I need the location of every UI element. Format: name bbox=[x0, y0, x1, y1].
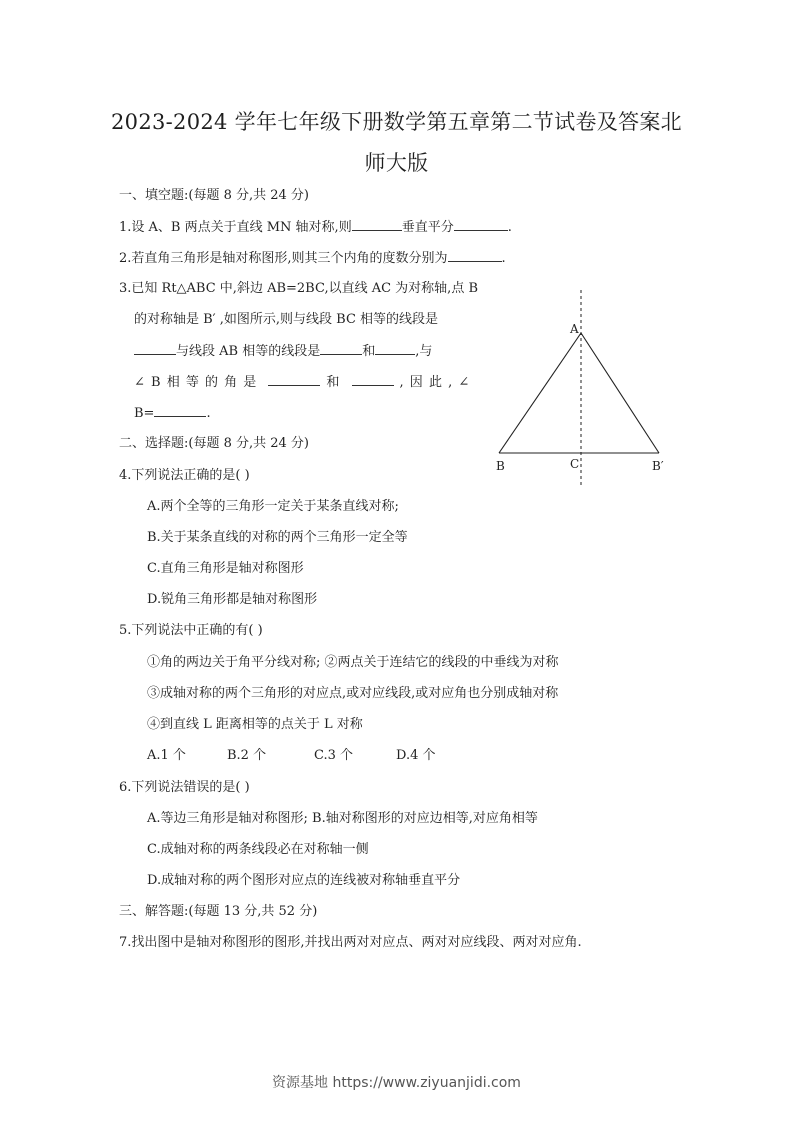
label-a: A bbox=[570, 322, 579, 336]
q4-option-a: A.两个全等的三角形一定关于某条直线对称; bbox=[147, 499, 399, 514]
label-b: B bbox=[496, 459, 505, 473]
q4-option-d: D.锐角三角形都是轴对称图形 bbox=[147, 592, 318, 607]
q1-text-c: . bbox=[507, 220, 512, 235]
q6-option-d: D.成轴对称的两个图形对应点的连线被对称轴垂直平分 bbox=[147, 873, 461, 888]
q1-text-a: 1.设 A、B 两点关于直线 MN 轴对称,则 bbox=[119, 220, 352, 235]
q5-statement-1-2: ①角的两边关于角平分线对称; ②两点关于连结它的线段的中垂线为对称 bbox=[147, 655, 559, 670]
question-3-line3 bbox=[134, 342, 432, 361]
label-b-prime: B′ bbox=[652, 459, 664, 473]
document-title-line2: 师大版 bbox=[364, 151, 429, 175]
segment-ab-prime bbox=[581, 333, 659, 453]
q2-text-b: . bbox=[501, 251, 506, 266]
q5-options bbox=[147, 747, 436, 765]
segment-ab bbox=[499, 333, 581, 453]
question-2 bbox=[119, 249, 506, 268]
q5-option-c: C.3 个 bbox=[314, 748, 354, 763]
q1-blank-2 bbox=[454, 218, 508, 231]
q5-option-a: A.1 个 bbox=[147, 748, 186, 763]
q3-text-b-eq: B= bbox=[134, 406, 155, 421]
q3-blank-angle-1 bbox=[268, 373, 320, 386]
q3-blank-bc bbox=[134, 342, 176, 355]
q5-statement-4: ④到直线 L 距离相等的点关于 L 对称 bbox=[147, 717, 363, 732]
q3-blank-angle-2 bbox=[352, 373, 394, 386]
q1-blank-1 bbox=[352, 218, 402, 231]
q4-option-b: B.关于某条直线的对称的两个三角形一定全等 bbox=[147, 530, 408, 545]
q5-option-d: D.4 个 bbox=[396, 748, 436, 763]
section3-heading: 三、解答题:(每题 13 分,共 52 分) bbox=[119, 904, 318, 919]
q2-blank bbox=[448, 249, 502, 262]
question-7: 7.找出图中是轴对称图形的图形,并找出两对对应点、两对对应线段、两对对应角. bbox=[119, 935, 582, 950]
document-title-line1: 2023-2024 学年七年级下册数学第五章第二节试卷及答案北 bbox=[111, 110, 682, 134]
q2-text-a: 2.若直角三角形是轴对称图形,则其三个内角的度数分别为 bbox=[119, 251, 448, 266]
question-4-stem: 4.下列说法正确的是( ) bbox=[119, 468, 250, 483]
question-6-stem: 6.下列说法错误的是( ) bbox=[119, 780, 250, 795]
question-3-line2: 的对称轴是 B′ ,如图所示,则与线段 BC 相等的线段是 bbox=[134, 312, 439, 327]
watermark-footer: 资源基地 https://www.ziyuanjidi.com bbox=[272, 1075, 521, 1091]
q3-text-period: . bbox=[206, 406, 211, 421]
q5-option-b: B.2 个 bbox=[227, 748, 267, 763]
q3-text-therefore: , 因 此 , ∠ bbox=[399, 375, 470, 390]
question-3-line1: 3.已知 Rt△ABC 中,斜边 AB=2BC,以直线 AC 为对称轴,点 B bbox=[119, 281, 479, 296]
label-c: C bbox=[570, 457, 580, 471]
q3-text-and2: 和 bbox=[326, 375, 340, 390]
q3-text-angle: ∠ B 相 等 的 角 是 bbox=[134, 375, 257, 390]
q3-text-and1: 和 bbox=[362, 344, 376, 359]
triangle-figure bbox=[480, 285, 680, 495]
q4-option-c: C.直角三角形是轴对称图形 bbox=[147, 561, 304, 576]
q6-option-a-b: A.等边三角形是轴对称图形; B.轴对称图形的对应边相等,对应角相等 bbox=[147, 811, 538, 826]
q5-statement-3: ③成轴对称的两个三角形的对应点,或对应线段,或对应角也分别成轴对称 bbox=[147, 686, 559, 701]
q3-blank-b-value bbox=[154, 404, 206, 417]
q6-option-c: C.成轴对称的两条线段必在对称轴一侧 bbox=[147, 842, 369, 857]
q3-blank-ab-2 bbox=[375, 342, 415, 355]
question-3-line5 bbox=[134, 404, 211, 423]
section1-heading: 一、填空题:(每题 8 分,共 24 分) bbox=[119, 188, 309, 203]
q3-text-with: ,与 bbox=[415, 344, 433, 359]
question-1 bbox=[119, 218, 512, 237]
question-3-line4 bbox=[134, 373, 469, 392]
section2-heading: 二、选择题:(每题 8 分,共 24 分) bbox=[119, 436, 309, 451]
q3-blank-ab-1 bbox=[320, 342, 362, 355]
question-5-stem: 5.下列说法中正确的有( ) bbox=[119, 623, 263, 638]
q1-text-b: 垂直平分 bbox=[401, 220, 454, 235]
q3-text-ab: 与线段 AB 相等的线段是 bbox=[176, 344, 321, 359]
